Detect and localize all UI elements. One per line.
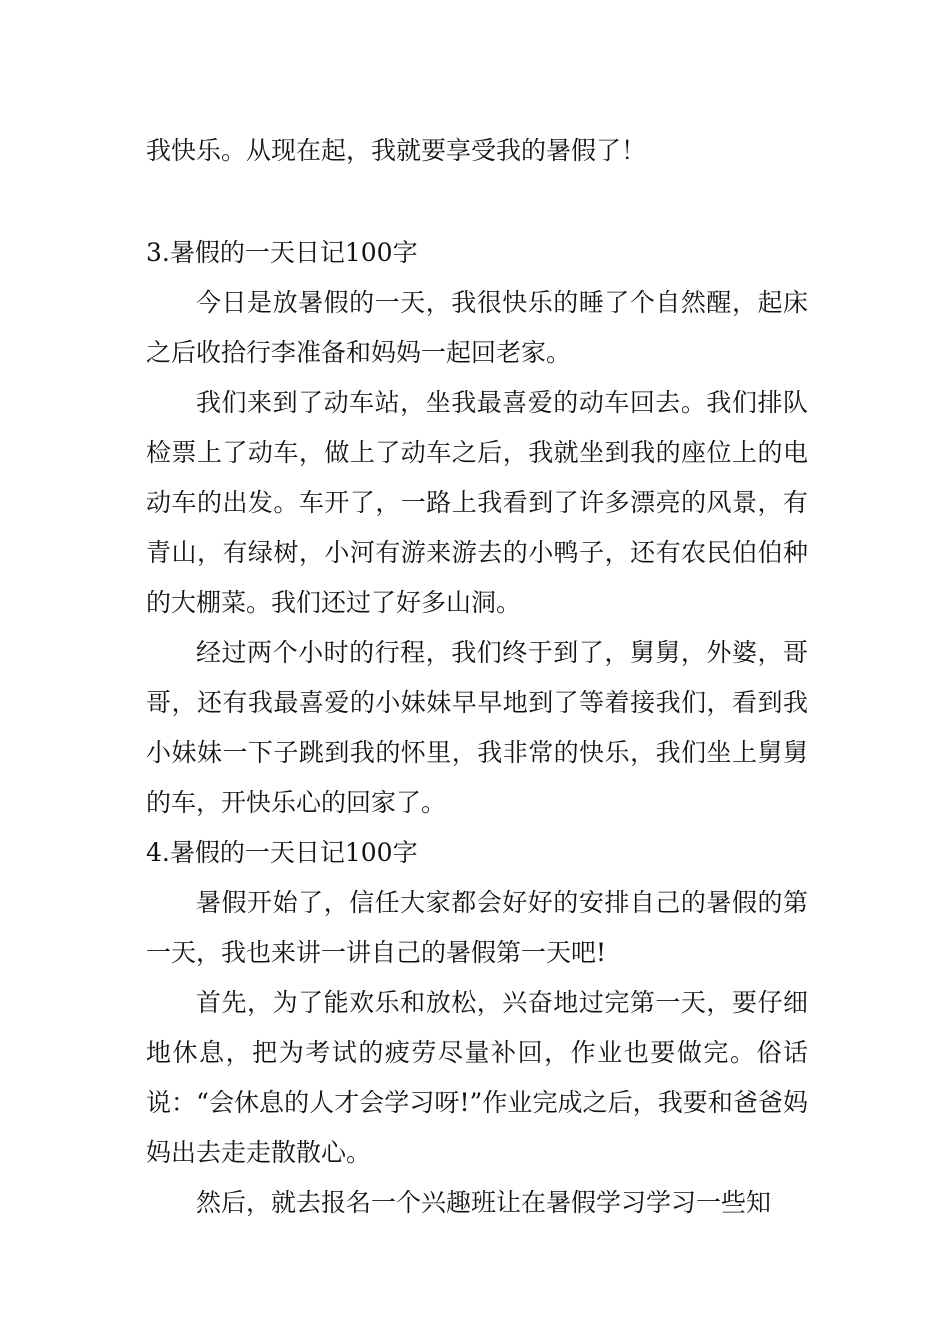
continuation-paragraph: 我快乐。从现在起，我就要享受我的暑假了！ xyxy=(146,136,647,165)
section-3-heading: 3.暑假的一天日记100字 xyxy=(146,238,418,267)
section-4-paragraph-3: 然后，就去报名一个兴趣班让在暑假学习学习一些知 xyxy=(196,1188,772,1217)
section-4-heading: 4.暑假的一天日记100字 xyxy=(146,838,418,867)
section-3-paragraph-3: 经过两个小时的行程，我们终于到了，舅舅，外婆，哥哥，还有我最喜爱的小妹妹早早地到了等着接我们，看到我小妹妹一下子跳到我的怀里，我非常的快乐，我们坐上舅舅的车，开快乐心的回家了。 xyxy=(146,638,808,817)
section-3-paragraph-2: 我们来到了动车站，坐我最喜爱的动车回去。我们排队检票上了动车，做上了动车之后，我就坐到我的座位上的电动车的出发。车开了，一路上我看到了许多漂亮的风景，有青山，有绿树，小河有游来游去的小鸭子，还有农民伯伯种的大棚菜。我们还过了好多山洞。 xyxy=(146,388,808,617)
section-4-paragraph-1: 暑假开始了，信任大家都会好好的安排自己的暑假的第一天，我也来讲一讲自己的暑假第一天吧! xyxy=(146,888,808,967)
document-body xyxy=(146,126,808,1228)
section-gap xyxy=(146,176,808,228)
section-4-paragraph-2: 首先，为了能欢乐和放松，兴奋地过完第一天，要仔细地休息，把为考试的疲劳尽量补回，作业也要做完。俗话说：“会休息的人才会学习呀!”作业完成之后，我要和爸爸妈妈出去走走散散心。 xyxy=(146,988,808,1167)
section-3-paragraph-1: 今日是放暑假的一天，我很快乐的睡了个自然醒，起床之后收拾行李准备和妈妈一起回老家。 xyxy=(146,288,808,367)
